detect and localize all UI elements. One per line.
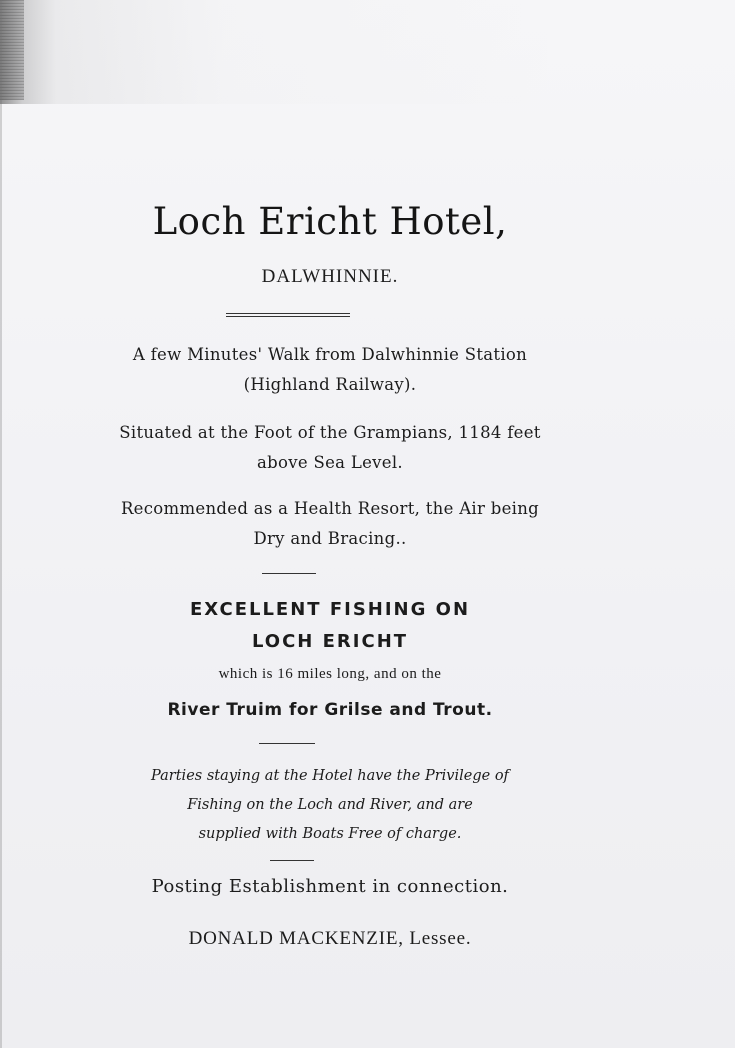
fishing-heading-line: LOCH ERICHT — [251, 631, 409, 652]
ornamental-rule — [226, 313, 350, 317]
lessee-text: DONALD MACKENZIE, Lessee. — [188, 928, 472, 949]
situated-line: Situated at the Foot of the Grampians, 1184 feet — [119, 423, 541, 442]
recommended-line: Recommended as a Health Resort, the Air being — [120, 499, 540, 518]
recommended-paragraph — [40, 494, 620, 554]
page-edge — [0, 0, 2, 1048]
walk-paragraph — [40, 340, 620, 400]
privilege-line: Parties staying at the Hotel have the Privilege of — [151, 768, 509, 784]
situated-line: above Sea Level. — [257, 453, 403, 472]
divider-rule — [270, 860, 314, 861]
walk-line: (Highland Railway). — [243, 375, 417, 394]
fishing-heading — [40, 594, 620, 658]
divider-rule — [259, 743, 315, 744]
fishing-heading-line: EXCELLENT FISHING ON — [189, 599, 471, 620]
situated-paragraph — [40, 418, 620, 478]
posting-text: Posting Establishment in connection. — [151, 876, 509, 897]
divider-rule — [262, 573, 316, 574]
scan-artifact — [0, 0, 560, 104]
walk-line: A few Minutes' Walk from Dalwhinnie Station — [132, 345, 528, 364]
hotel-title: Loch Ericht Hotel, — [152, 200, 508, 243]
privilege-line: supplied with Boats Free of charge. — [198, 826, 462, 842]
loch-length-text: which is 16 miles long, and on the — [218, 666, 442, 682]
privilege-line: Fishing on the Loch and River, and are — [187, 797, 473, 813]
recommended-line: Dry and Bracing.. — [253, 529, 407, 548]
privilege-paragraph — [40, 762, 620, 849]
hotel-location: DALWHINNIE. — [261, 266, 399, 287]
river-text: River Truim for Grilse and Trout. — [167, 700, 493, 720]
